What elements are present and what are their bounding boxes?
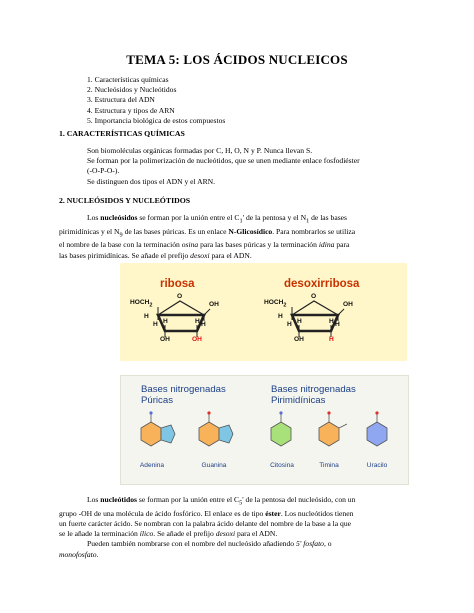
deoxyribose-h-c1: H <box>335 321 340 328</box>
table-of-contents <box>87 75 225 126</box>
paragraph-line: Se forman por la polimerización de nucleótidos, que se unen mediante enlace fosfodiéster <box>87 156 360 166</box>
paragraph-line: Los nucleótidos se forman por la unión entre el $C_5'$ de la pentosa del nucleósido, con un <box>87 495 356 507</box>
base-name-adenine: Adenina <box>139 462 165 469</box>
term-n-glicosidico: N-Glicosídico <box>228 226 273 236</box>
ribose-h-c3: H <box>163 318 168 325</box>
base-name-uracil: Uracilo <box>366 462 388 469</box>
nucleotidos-paragraph <box>59 495 416 560</box>
sugars-figure <box>120 263 407 361</box>
ribose-oh-c1: OH <box>209 301 219 308</box>
thymine-structure <box>319 411 347 446</box>
paragraph-line: Se distinguen dos tipos el ADN y el ARN. <box>87 176 216 186</box>
nucleosidos-paragraph <box>59 213 416 261</box>
ribose-ring-oxygen: O <box>177 293 183 300</box>
deoxyribose-hoch2: $HOCH_2$ <box>264 299 287 309</box>
paragraph-line: Los nucleósidos se forman por la unión entre el $C_1'$ de la pentosa y el $N_1$ de las bases <box>87 213 347 225</box>
deoxyribose-h-c4-down: H <box>287 321 292 328</box>
term-nucleotidos: nucleótidos <box>100 495 138 504</box>
deoxyribose-ring-oxygen: O <box>311 293 317 300</box>
deoxyribose-oh-c1: OH <box>343 301 353 308</box>
base-name-cytosine: Citosina <box>270 462 294 469</box>
paragraph-line: las bases pirimidínicas. Se añade el prefijo desoxi para el ADN. <box>59 250 252 260</box>
paragraph-line: el nombre de la base con la terminación osina para las bases púricas y la terminación idina para <box>59 240 350 250</box>
pyrimidines-title: Bases nitrogenadas Pirimidínicas <box>271 384 356 406</box>
paragraph-line: (-O-P-O-). <box>87 166 120 176</box>
toc-item: 2. Nucleósidos y Nucleótidos <box>87 85 177 95</box>
ribose-h-c4: H <box>144 313 149 320</box>
document-title: TEMA 5: LOS ÁCIDOS NUCLEICOS <box>126 52 348 67</box>
toc-item: 3. Estructura del ADN <box>87 95 155 105</box>
adenine-structure <box>141 411 175 446</box>
ribose-h-c1: H <box>201 321 206 328</box>
deoxyribose-h-c3: H <box>297 318 302 325</box>
paragraph-line: un fuerte carácter ácido. Se nombran con la palabra ácido delante del nombre de la base a la que <box>59 518 352 528</box>
section-2-heading: 2. NUCLEÓSIDOS Y NUCLEÓTIDOS <box>59 196 191 205</box>
term-nucleosidos: nucleósidos <box>100 213 138 222</box>
toc-item: 5. Importancia biológica de estos compuestos <box>87 115 226 125</box>
section-1-body <box>87 146 427 187</box>
paragraph-line: monofosfato. <box>59 549 99 559</box>
section-1-heading: 1. CARACTERÍSTICAS QUÍMICAS <box>59 129 185 138</box>
paragraph-line: se le añade la terminación ílico. Se añade el prefijo desoxi para el ADN. <box>59 529 278 539</box>
ribose-h-c4-down: H <box>153 321 158 328</box>
base-name-guanine: Guanina <box>201 462 227 469</box>
deoxyribose-h-c2: H <box>329 318 334 325</box>
ribose-ring-diagram <box>120 263 407 361</box>
toc-item: 4. Estructura y tipos de ARN <box>87 105 175 115</box>
ribose-h-c2: H <box>195 318 200 325</box>
deoxyribose-h-c2-highlight: H <box>329 336 334 343</box>
paragraph-line: Son biomoléculas orgánicas formadas por C, H, O, N y P. Nunca llevan S. <box>87 146 313 155</box>
ribose-title: ribosa <box>160 278 195 290</box>
toc-item: 1. Características químicas <box>87 75 169 84</box>
paragraph-line: Pueden también nombrarse con el nombre del nucleósido añadiendo 5' fosfato, o <box>87 539 332 549</box>
ribose-oh-c2-highlight: OH <box>192 336 202 343</box>
term-ester: éster <box>265 508 281 518</box>
guanine-structure <box>199 411 233 446</box>
deoxyribose-oh-c3: OH <box>294 336 304 343</box>
cytosine-structure <box>271 411 291 446</box>
paragraph-line: pirimidínicas y el $N_9$ de las bases púricas. Es un enlace N-Glicosídico. Para nombrarlos se utiliza <box>59 226 356 239</box>
deoxyribose-title: desoxirribosa <box>284 278 360 290</box>
ribose-hoch2: $HOCH_2$ <box>130 299 153 309</box>
paragraph-line: grupo -OH de una molécula de ácido fosfórico. El enlace es de tipo éster. Los nucleótidos tienen <box>59 508 354 518</box>
uracil-structure <box>367 411 387 446</box>
deoxyribose-h-c4: H <box>278 313 283 320</box>
bases-figure <box>120 375 409 485</box>
ribose-oh-c3: OH <box>160 336 170 343</box>
purines-title: Bases nitrogenadas Púricas <box>141 384 226 406</box>
base-name-thymine: Timina <box>319 462 339 469</box>
